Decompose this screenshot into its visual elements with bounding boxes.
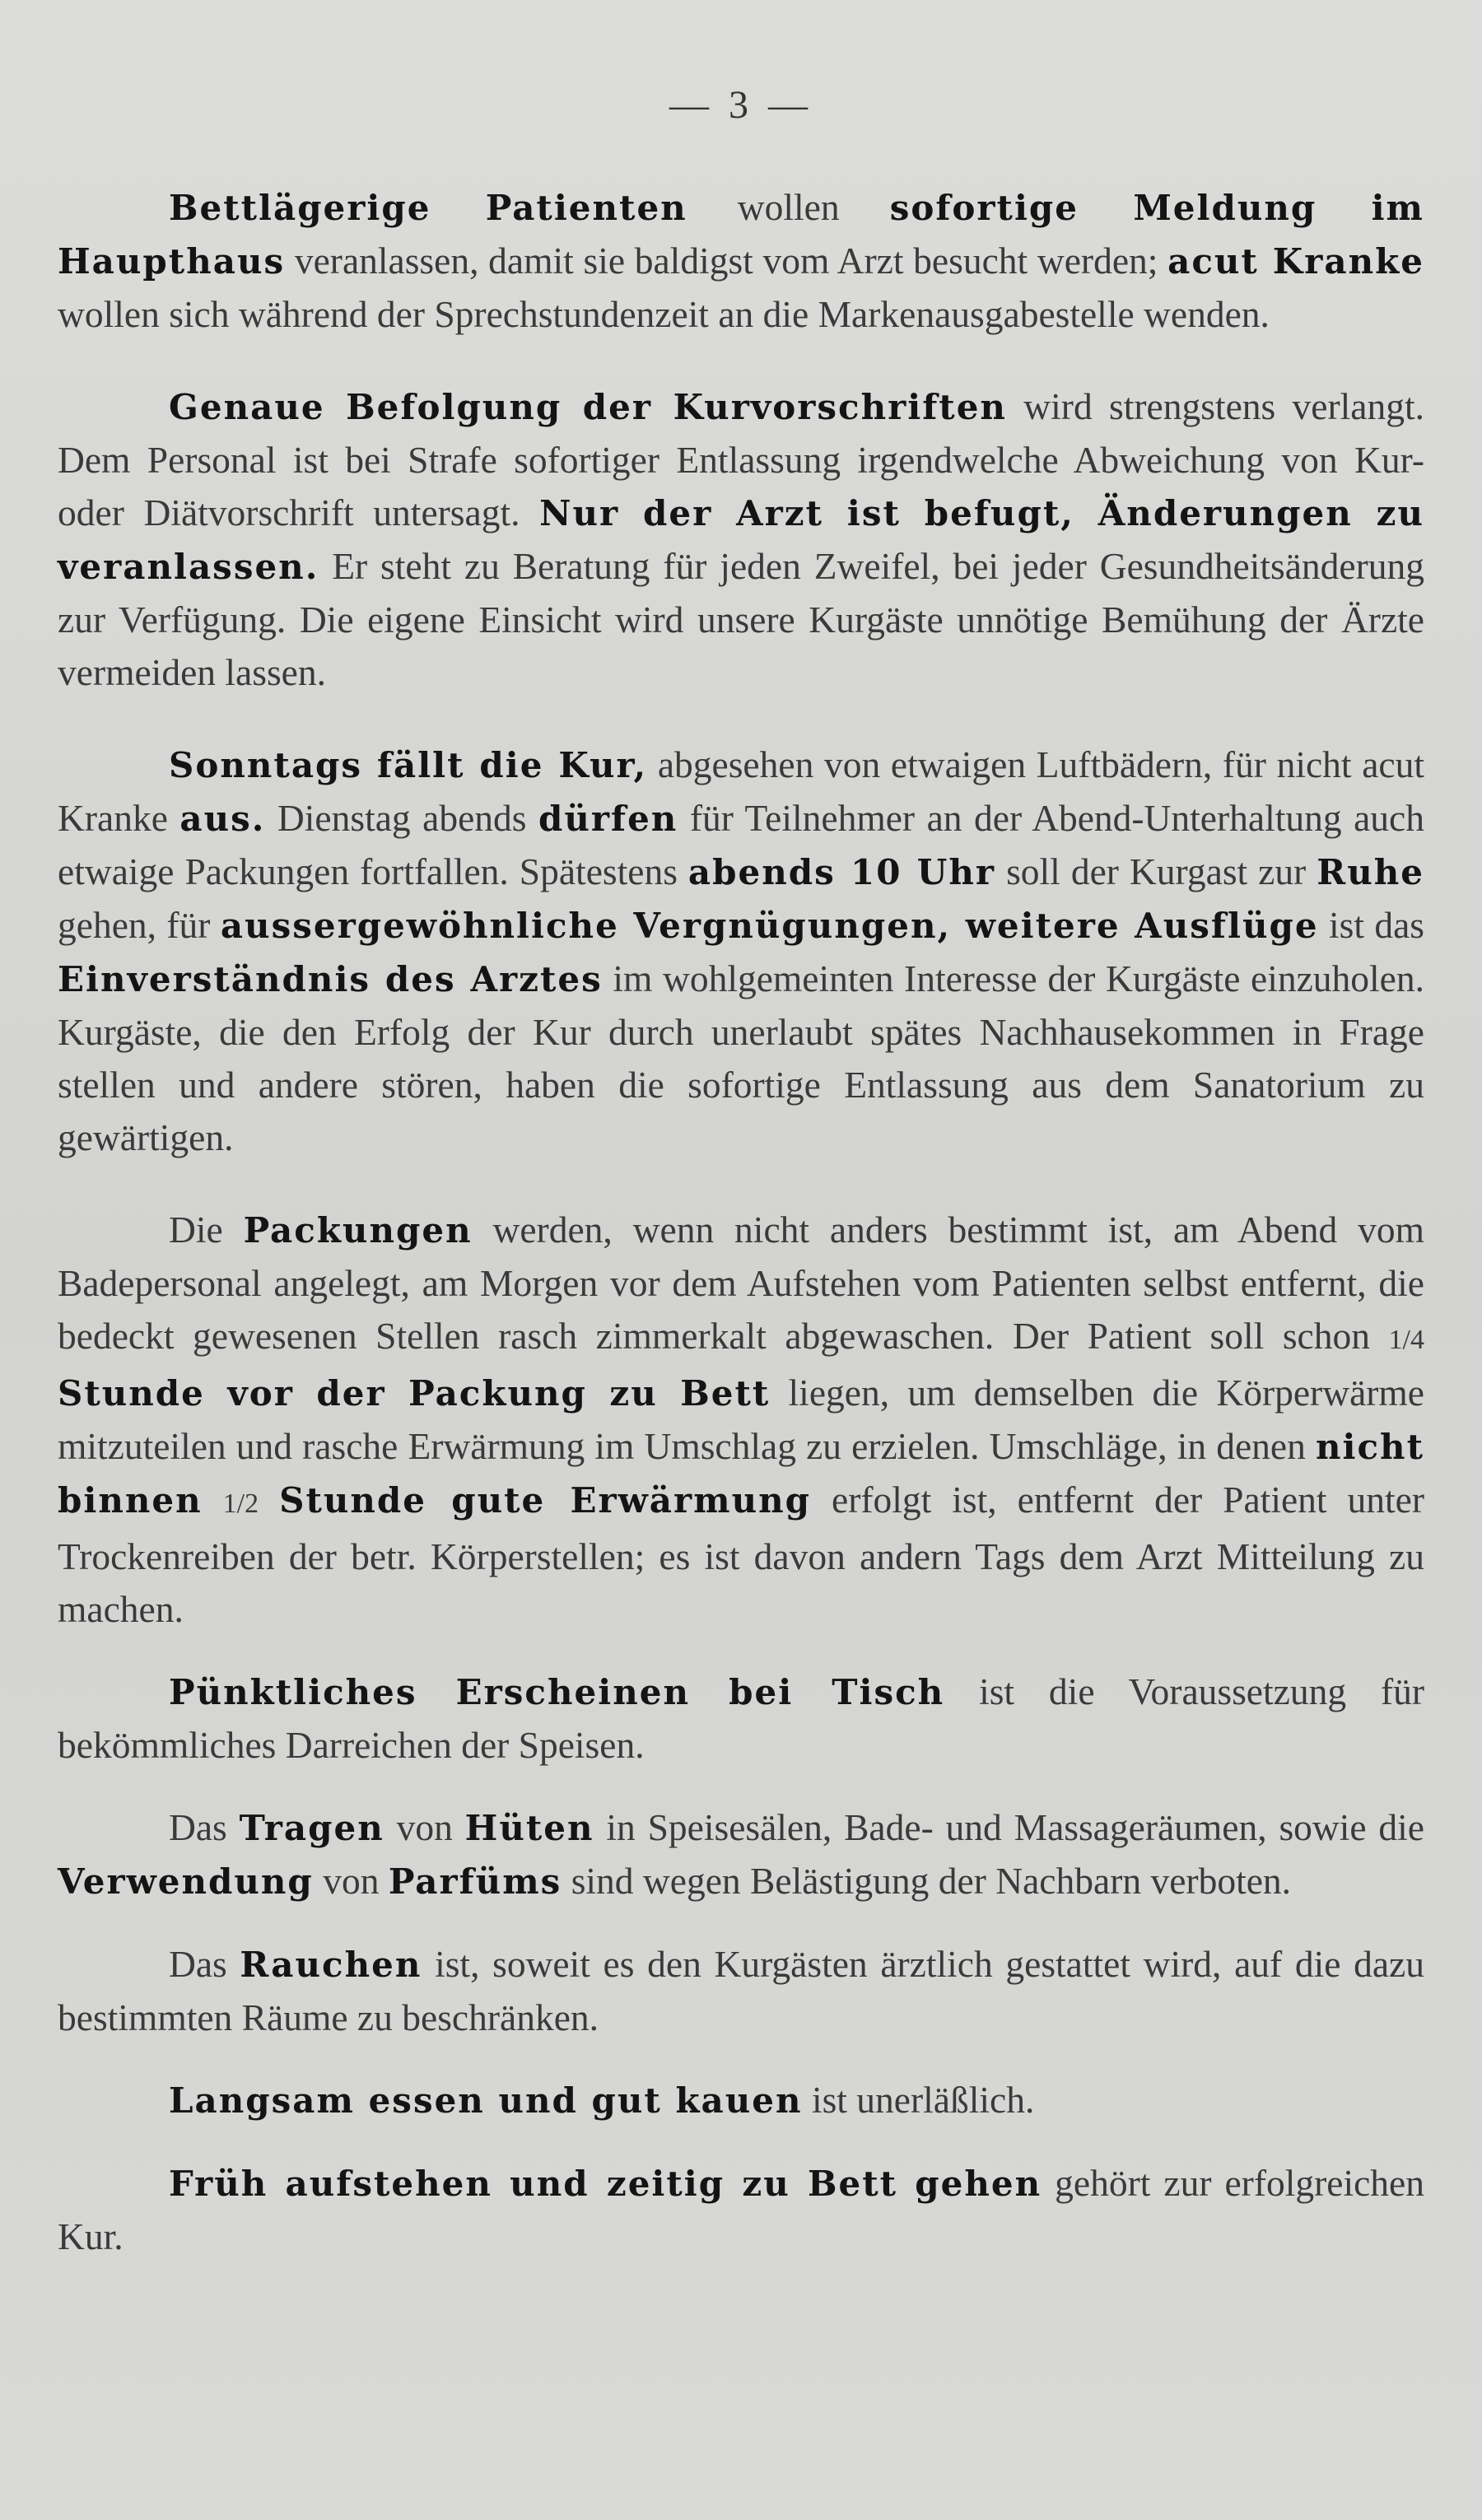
emphasis-text: sofortige Meldung im Haupthaus (58, 188, 1424, 282)
emphasis-text: Ruhe (1317, 852, 1424, 892)
body-text: von (384, 1806, 465, 1848)
fraction-text: 1/4 (1388, 1325, 1424, 1355)
emphasis-text: Rauchen (240, 1945, 422, 1985)
emphasis-text: Pünktliches Erscheinen bei Tisch (169, 1672, 945, 1712)
emphasis-text: Nur der Arzt ist befugt, Änderungen zu veranlassen. (58, 493, 1424, 587)
body-text: von (313, 1860, 389, 1902)
paragraph-packings (58, 1204, 1424, 1636)
emphasis-text: dürfen (538, 799, 678, 839)
emphasis-text: Bettlägerige Patienten (169, 188, 687, 228)
paragraph-early-rising (58, 2157, 1424, 2263)
emphasis-text: aus. (179, 799, 266, 839)
body-text: wird strengstens verlangt. Dem Personal ist bei Strafe sofortiger Entlassung irgendwelche Abweichung von Kur- oder Diätvorschrift untersagt. (58, 385, 1424, 533)
paragraph-cure-regulations (58, 380, 1424, 699)
body-text (203, 1479, 223, 1521)
body-text: wollen (687, 186, 890, 228)
body-text (259, 1479, 279, 1521)
emphasis-text: Stunde vor der Packung zu Bett (58, 1373, 771, 1414)
body-text: ist die Voraussetzung für bekömmliches Darreichen der Speisen. (58, 1670, 1424, 1766)
body-text: veranlassen, damit sie baldigst vom Arzt besucht werden; (285, 240, 1168, 282)
document-body (58, 181, 1424, 2293)
emphasis-text: nicht binnen (58, 1427, 1424, 1521)
emphasis-text: Einverständnis des Arztes (58, 959, 603, 999)
body-text: ist das (1318, 904, 1424, 946)
paragraph-smoking (58, 1938, 1424, 2044)
body-text: abgesehen von etwaigen Luftbädern, für nicht acut Kranke (58, 743, 1425, 839)
body-text: Die (169, 1209, 244, 1251)
body-text: in Speisesälen, Bade- und Massageräumen, sowie die (594, 1806, 1425, 1848)
paragraph-punctuality (58, 1665, 1424, 1772)
body-text: wollen sich während der Sprechstundenzeit an die Markenausgabestelle wenden. (58, 293, 1270, 335)
body-text: für Teilnehmer an der Abend-Unterhaltung auch etwaige Packungen fortfallen. Spätestens (58, 797, 1424, 892)
emphasis-text: Packungen (243, 1210, 473, 1251)
emphasis-text: Stunde gute Erwärmung (279, 1480, 812, 1521)
paragraph-eat-slowly (58, 2074, 1424, 2127)
body-text: soll der Kurgast zur (995, 850, 1317, 892)
body-text: werden, wenn nicht anders bestimmt ist, am Abend vom Badepersonal angelegt, am Morgen vor dem Aufstehen vom Patienten selbst entfernt, die bedeckt gewesenen Stellen rasch zimmerkalt abgewaschen. Der Patient soll schon (58, 1209, 1424, 1357)
body-text: gehört zur erfolgreichen Kur. (58, 2162, 1424, 2257)
emphasis-text: acut Kranke (1167, 241, 1424, 282)
paragraph-sunday-rules (58, 738, 1424, 1164)
emphasis-text: Genaue Befolgung der Kurvorschriften (169, 387, 1007, 427)
body-text: ist, soweit es den Kurgästen ärztlich gestattet wird, auf die dazu bestimmten Räume zu beschränken. (58, 1943, 1424, 2038)
page-number: — 3 — (669, 83, 813, 127)
body-text: sind wegen Belästigung der Nachbarn verboten. (562, 1860, 1292, 1902)
body-text: Das (169, 1806, 240, 1848)
body-text: Das (169, 1943, 240, 1985)
emphasis-text: abends 10 Uhr (687, 852, 996, 892)
paragraph-hats-perfume (58, 1801, 1424, 1908)
body-text: ist unerläßlich. (802, 2079, 1035, 2121)
emphasis-text: Tragen (239, 1808, 384, 1848)
body-text: Dienstag abends (265, 797, 538, 839)
emphasis-text: Verwendung (58, 1861, 314, 1902)
body-text: liegen, um demselben die Körperwärme mitzuteilen und rasche Erwärmung im Umschlag zu erzielen. Umschläge, in denen (58, 1372, 1424, 1467)
body-text: erfolgt ist, entfernt der Patient unter Trockenreiben der betr. Körperstellen; es ist davon andern Tags dem Arzt Mitteilung zu machen. (58, 1479, 1425, 1630)
paragraph-bedridden-patients (58, 181, 1424, 341)
body-text: im wohlgemeinten Interesse der Kurgäste einzuholen. Kurgäste, die den Erfolg der Kur durch unerlaubt spätes Nachhausekommen in Frage stellen und andere stören, haben die sofortige Entlassung aus dem Sanatorium zu gewärtigen. (58, 957, 1424, 1158)
emphasis-text: Sonntags fällt die Kur, (169, 745, 648, 785)
emphasis-text: aussergewöhnliche Vergnügungen, weitere Ausflüge (220, 906, 1319, 946)
body-text: Er steht zu Beratung für jeden Zweifel, bei jeder Gesundheitsänderung zur Verfügung. Die eigene Einsicht wird unsere Kurgäste unnötige Bemühung der Ärzte vermeiden lassen. (58, 545, 1424, 693)
emphasis-text: Früh aufstehen und zeitig zu Bett gehen (169, 2164, 1042, 2204)
body-text: gehen, für (58, 904, 221, 946)
emphasis-text: Langsam essen und gut kauen (169, 2080, 803, 2121)
emphasis-text: Parfüms (388, 1861, 562, 1902)
emphasis-text: Hüten (464, 1808, 594, 1848)
fraction-text: 1/2 (222, 1488, 259, 1519)
